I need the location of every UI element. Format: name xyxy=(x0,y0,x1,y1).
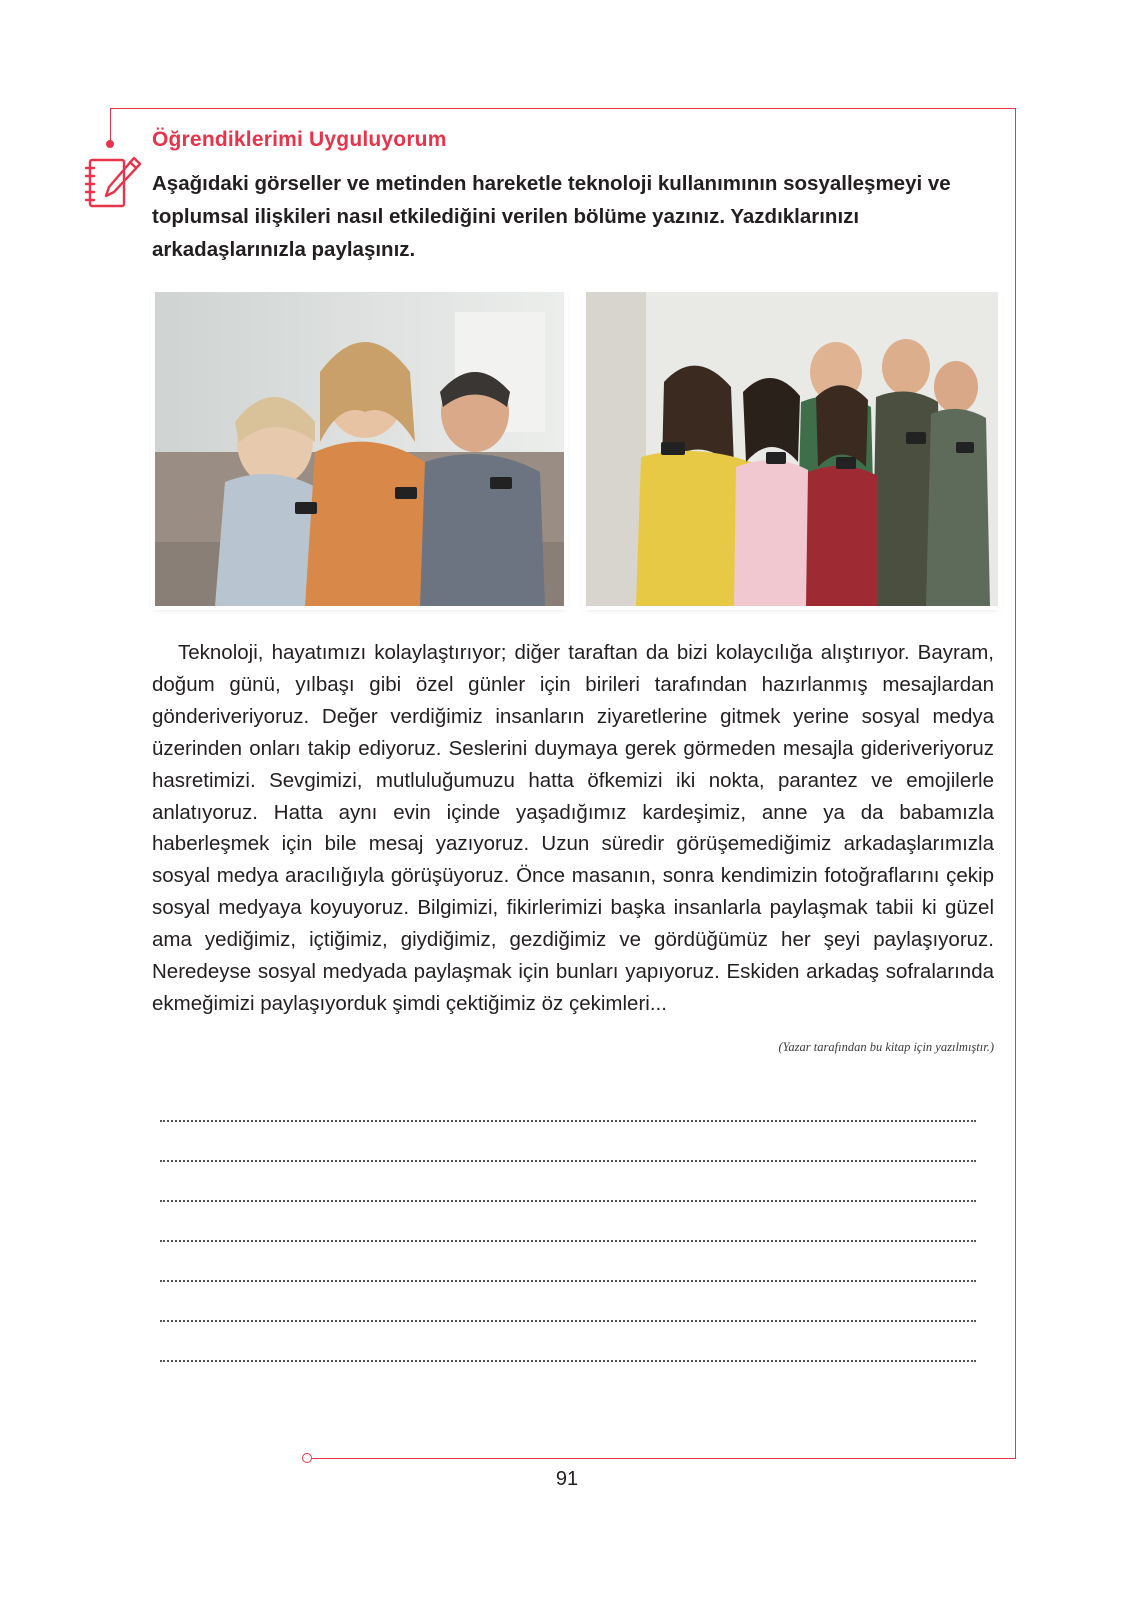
frame-bottom-border xyxy=(312,1458,1016,1459)
source-attribution: (Yazar tarafından bu kitap için yazılmıştır.) xyxy=(778,1040,994,1054)
answer-line[interactable] xyxy=(160,1320,976,1322)
frame-ring xyxy=(302,1453,312,1463)
notebook-pen-icon xyxy=(84,154,142,212)
instruction-text: Aşağıdaki görseller ve metinden hareketle teknoloji kullanımının sosyalleşmeyi ve toplumsal ilişkileri nasıl etkilediğini verilen bölüme yazınız. Yazdıklarınızı arkadaşlarınızla paylaşınız. xyxy=(152,172,951,261)
group-phones-photo xyxy=(586,292,998,606)
answer-line[interactable] xyxy=(160,1280,976,1282)
reading-passage: Teknoloji, hayatımızı kolaylaştırıyor; diğer taraftan da bizi kolaycılığa alıştırıyor. Bayram, doğum günü, yılbaşı gibi özel günler için birileri tarafından hazırlanmış mesajlardan gönderiveriyoruz. Değer verdiğimiz insanların ziyaretlerine gitmek yerine sosyal medya üzerinden onları takip ediyoruz. Seslerini duymaya gerek görmeden mesajla gideriveriyoruz hasretimizi. Sevgimizi, mutluluğumuzu hatta öfkemizi iki nokta, parantez ve emojilerle anlatıyoruz. Hatta aynı evin içinde yaşadığımız kardeşimiz, anne ya da babamızla haberleşmek için bile mesaj yazıyoruz. Uzun süredir görüşemediğimiz arkadaşlarımızla sosyal medya aracılığıyla görüşüyoruz. Önce masanın, sonra kendimizin fotoğraflarını çekip sosyal medyaya koyuyoruz. Bilgimizi, fikirlerimizi başka insanlarla paylaşmak tabii ki güzel ama yediğimiz, içtiğimiz, giydiğimiz, gezdiğimiz ve gördüğümüz her şeyi paylaşıyoruz. Neredeyse sosyal medyada paylaşmak için bunları yapıyoruz. Eskiden arkadaş sofralarında ekmeğimizi paylaşıyorduk şimdi çektiğimiz öz çekimleri... xyxy=(152,641,994,1015)
page-number: 91 xyxy=(555,1468,579,1490)
family-phones-photo xyxy=(155,292,564,606)
frame-left-stub xyxy=(110,108,111,142)
answer-line[interactable] xyxy=(160,1240,976,1242)
answer-line[interactable] xyxy=(160,1360,976,1362)
frame-right-border xyxy=(1015,108,1016,1459)
answer-line[interactable] xyxy=(160,1120,976,1122)
section-title: Öğrendiklerimi Uyguluyorum xyxy=(152,128,447,151)
frame-top-border xyxy=(110,108,1016,109)
answer-area[interactable] xyxy=(160,1120,976,1400)
answer-line[interactable] xyxy=(160,1200,976,1202)
frame-dot xyxy=(106,140,114,148)
answer-line[interactable] xyxy=(160,1160,976,1162)
